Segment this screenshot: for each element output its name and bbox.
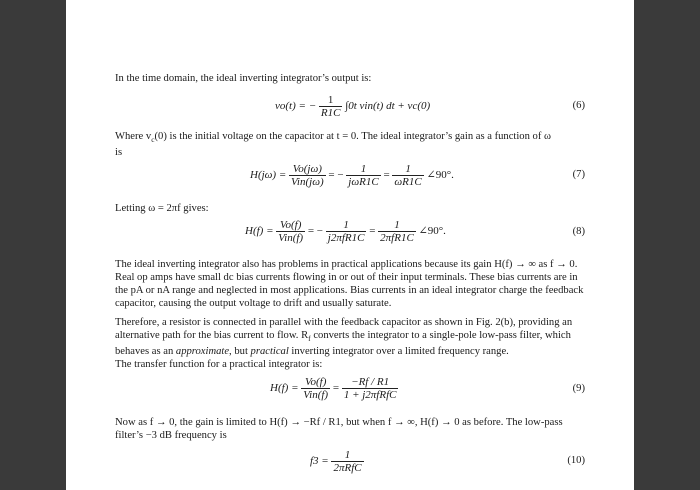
eq6-integral: ∫0t vin(t) dt + vc(0) — [345, 100, 431, 112]
equation-9: H(f) = $\frac{Vo(f)}{\text{Vin(f)}}$ = $\frac{-Rf / R1}{\text{1 + j2πfRfC}}$ (9) — [270, 375, 585, 401]
cut-off-next-line — [115, 482, 585, 490]
left-margin-bar — [0, 0, 66, 490]
paragraph-transfer-function: The transfer function for a practical integrator is: — [115, 359, 323, 370]
eq6-fraction: $\frac{1}{R1C}$ — [320, 93, 341, 119]
eq6-lhs: vo(t) = − — [275, 100, 317, 112]
eq6-number: (6) — [572, 100, 585, 111]
eq7-number: (7) — [572, 169, 585, 180]
equation-8: H(f) = $\frac{Vo(f)}{\text{Vin(f)}}$ = − $\frac{1}{\text{j2πfR1C}}$ = $\frac{1}{\text{2πfR1C}}$ ∠90°. (8) — [245, 218, 585, 244]
right-margin-bar — [634, 0, 700, 490]
paragraph-ideal-problems: The ideal inverting integrator also has problems in practical applications because its gain H(f) → ∞ as f → 0. Real op amps have small dc bias currents flowing in or out of their input terminals. These bias currents are in the pA or nA range and neglected in most applications. Bias currents in an ideal integrator charge the feedback capacitor, causing the output voltage to drift and usually saturate. — [115, 259, 584, 309]
document-page — [66, 0, 634, 490]
paragraph-now-as-f: Now as f → 0, the gain is limited to H(f) → −Rf / R1, but when f → ∞, H(f) → 0 as before. The low-pass filter’s −3 dB frequency is — [115, 417, 563, 441]
eq8-number: (8) — [572, 226, 585, 237]
paragraph-time-domain: In the time domain, the ideal inverting integrator’s output is: — [115, 73, 372, 84]
equation-7: H(jω) = $\frac{Vo(j\omega)}{\text{Vin(jω)}}$ = − $\frac{1}{\text{jωR1C}}$ = $\frac{1}{\omega R1C}$ ∠90°. (7) — [250, 162, 585, 188]
equation-6 — [115, 93, 585, 123]
paragraph-letting: Letting ω = 2πf gives: — [115, 203, 209, 214]
eq10-number: (10) — [567, 455, 585, 466]
paragraph-where-vc: Where $v_c(0)$ is the initial voltage on the capacitor at t = 0. The ideal integrator’s gain as a function of ω is — [115, 131, 551, 159]
eq9-number: (9) — [572, 383, 585, 394]
paragraph-therefore: Therefore, a resistor is connected in parallel with the feedback capacitor as shown in Fig. 2(b), providing an alternative path for the bias current to flow. $R_f$ converts the integrator to a single-pole low-pass filter, which behaves as an approximate, but practical inverting integrator over a limited frequency range. — [115, 317, 573, 358]
equation-10: f3 = $\frac{1}{\text{2πRfC}}$ (10) — [310, 448, 585, 474]
